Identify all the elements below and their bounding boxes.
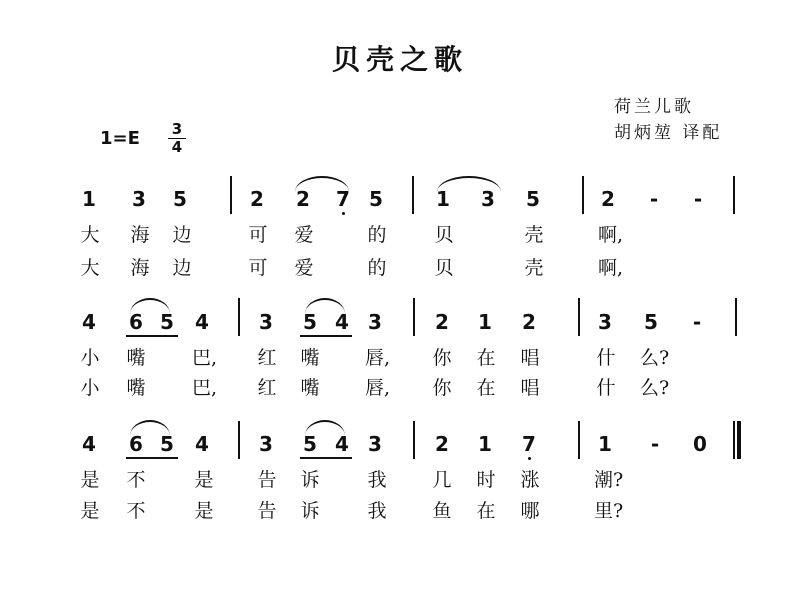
- lyric: 的: [367, 224, 387, 246]
- barline: [578, 421, 580, 459]
- lyric: 告: [257, 500, 277, 522]
- lyric: 小: [80, 377, 100, 399]
- lyric: 啊,: [598, 257, 624, 279]
- note: 3: [132, 187, 146, 211]
- note: 5: [526, 187, 540, 211]
- lyric: 壳: [524, 224, 544, 246]
- lyric: 是: [80, 469, 100, 491]
- note: 4: [335, 432, 349, 456]
- lyric: 什: [596, 377, 616, 399]
- note: 2: [522, 310, 536, 334]
- underline-beam: [300, 457, 352, 459]
- note: 1: [82, 187, 96, 211]
- lyric: 贝: [434, 224, 454, 246]
- note: 2: [296, 187, 310, 211]
- note: 3: [259, 432, 273, 456]
- underline-beam: [126, 335, 178, 337]
- dash: -: [693, 187, 703, 211]
- arranger-credit: 胡炳堃 译配: [614, 123, 723, 143]
- lyric: 你: [432, 347, 452, 369]
- underline-beam: [300, 335, 352, 337]
- lyric: 巴,: [192, 377, 218, 399]
- lyric: 啊,: [598, 224, 624, 246]
- lyric: 嘴: [126, 347, 146, 369]
- lyric: 海: [130, 257, 150, 279]
- note: 1: [436, 187, 450, 211]
- note: 2: [250, 187, 264, 211]
- note: 1: [598, 432, 612, 456]
- time-signature-top: 3: [168, 121, 186, 139]
- lyric: 可: [248, 257, 268, 279]
- note: 2: [435, 310, 449, 334]
- note: 4: [335, 310, 349, 334]
- barline: [238, 421, 240, 459]
- note: 7: [336, 187, 350, 211]
- slur: [305, 298, 345, 314]
- lower-octave-dot: [528, 457, 531, 460]
- time-signature-bottom: 4: [171, 138, 183, 156]
- lyric: 红: [257, 347, 277, 369]
- lyric: 嘴: [126, 377, 146, 399]
- time-signature: [168, 121, 186, 156]
- note: 1: [478, 310, 492, 334]
- lyric: 里?: [594, 500, 624, 522]
- dash: -: [649, 187, 659, 211]
- lyric: 在: [476, 500, 496, 522]
- lyric: 的: [367, 257, 387, 279]
- lyric: 唱: [520, 377, 540, 399]
- lyric: 壳: [524, 257, 544, 279]
- lyric: 唇,: [365, 347, 391, 369]
- slur: [295, 176, 349, 192]
- note: 5: [160, 432, 174, 456]
- lyric: 嘴: [300, 377, 320, 399]
- note: 5: [644, 310, 658, 334]
- lyric: 爱: [294, 224, 314, 246]
- lyric: 我: [367, 500, 387, 522]
- barline: [735, 298, 737, 336]
- lyric: 什: [596, 347, 616, 369]
- lyric: 告: [257, 469, 277, 491]
- lyric: 边: [172, 224, 192, 246]
- lyric: 可: [248, 224, 268, 246]
- lyric: 不: [126, 469, 146, 491]
- lower-octave-dot: [342, 212, 345, 215]
- note: 3: [368, 310, 382, 334]
- note: 3: [259, 310, 273, 334]
- final-barline-thick: [737, 421, 741, 459]
- barline: [230, 176, 232, 214]
- lyric: 诉: [300, 469, 320, 491]
- lyric: 在: [476, 377, 496, 399]
- lyric: 在: [476, 347, 496, 369]
- slur: [130, 420, 170, 436]
- note: 6: [129, 432, 143, 456]
- note: 4: [195, 310, 209, 334]
- lyric: 我: [367, 469, 387, 491]
- note: 5: [173, 187, 187, 211]
- note: 3: [368, 432, 382, 456]
- note: 4: [195, 432, 209, 456]
- note: 5: [303, 432, 317, 456]
- slur: [130, 298, 170, 314]
- rest: 0: [693, 432, 707, 456]
- song-title: 贝壳之歌: [331, 43, 468, 76]
- lyric: 边: [172, 257, 192, 279]
- lyric: 涨: [520, 469, 540, 491]
- lyric: 大: [80, 224, 100, 246]
- origin-credit: 荷兰儿歌: [614, 97, 694, 117]
- barline: [578, 298, 580, 336]
- note: 7: [522, 432, 536, 456]
- barline: [413, 421, 415, 459]
- lyric: 唱: [520, 347, 540, 369]
- lyric: 海: [130, 224, 150, 246]
- dash: -: [692, 310, 702, 334]
- note: 2: [435, 432, 449, 456]
- lyric: 几: [432, 469, 452, 491]
- lyric: 你: [432, 377, 452, 399]
- lyric: 巴,: [192, 347, 218, 369]
- lyric: 时: [476, 469, 496, 491]
- lyric: 爱: [294, 257, 314, 279]
- key-signature: 1=E: [100, 128, 140, 149]
- note: 6: [129, 310, 143, 334]
- lyric: 不: [126, 500, 146, 522]
- final-barline-thin: [733, 421, 735, 459]
- lyric: 么?: [640, 377, 670, 399]
- note: 4: [82, 310, 96, 334]
- barline: [412, 176, 414, 214]
- barline: [238, 298, 240, 336]
- note: 3: [481, 187, 495, 211]
- lyric: 么?: [640, 347, 670, 369]
- dash: -: [650, 432, 660, 456]
- lyric: 嘴: [300, 347, 320, 369]
- lyric: 大: [80, 257, 100, 279]
- note: 2: [601, 187, 615, 211]
- lyric: 是: [80, 500, 100, 522]
- note: 4: [82, 432, 96, 456]
- underline-beam: [126, 457, 178, 459]
- note: 3: [598, 310, 612, 334]
- note: 5: [303, 310, 317, 334]
- slur: [305, 420, 345, 436]
- lyric: 诉: [300, 500, 320, 522]
- lyric: 哪: [520, 500, 540, 522]
- lyric: 是: [194, 469, 214, 491]
- note: 1: [478, 432, 492, 456]
- lyric: 是: [194, 500, 214, 522]
- lyric: 红: [257, 377, 277, 399]
- note: 5: [369, 187, 383, 211]
- slur: [437, 176, 501, 192]
- lyric: 潮?: [594, 469, 624, 491]
- barline: [582, 176, 584, 214]
- barline: [413, 298, 415, 336]
- lyric: 小: [80, 347, 100, 369]
- lyric: 唇,: [365, 377, 391, 399]
- lyric: 贝: [434, 257, 454, 279]
- lyric: 鱼: [432, 500, 452, 522]
- barline: [733, 176, 735, 214]
- note: 5: [160, 310, 174, 334]
